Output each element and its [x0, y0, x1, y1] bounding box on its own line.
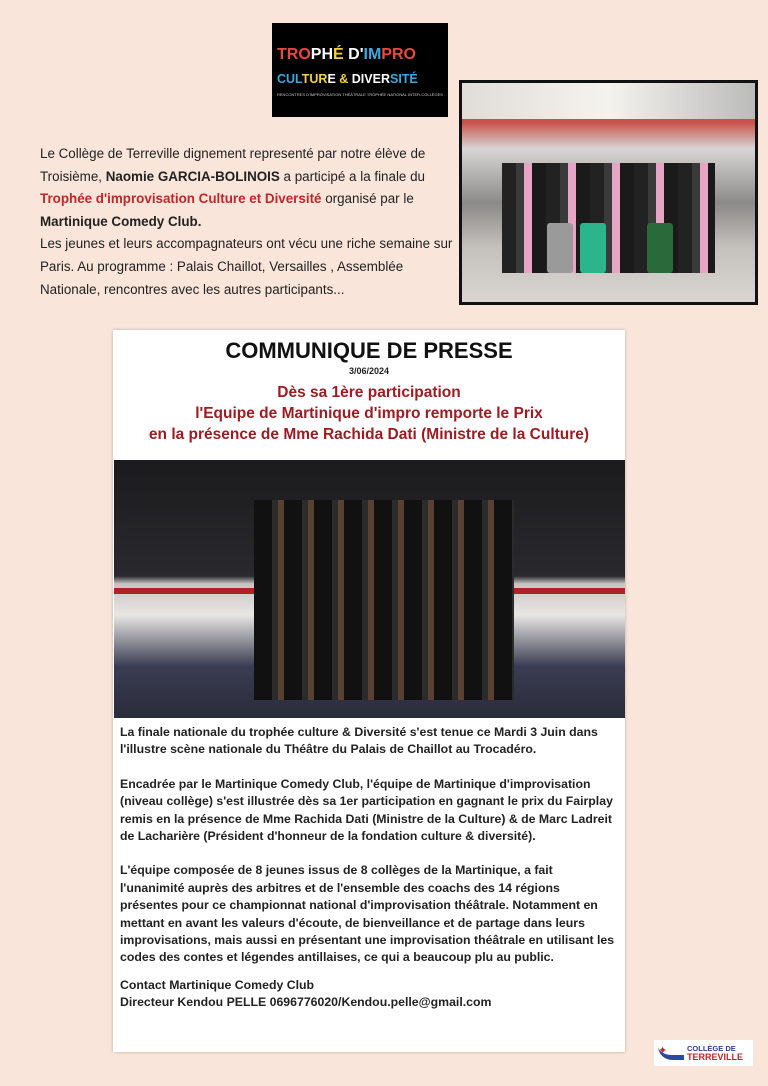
headline-line: en la présence de Mme Rachida Dati (Ministre de la Culture): [148, 426, 590, 443]
logo-line2: CULTURE & DIVERSITÉ: [277, 71, 418, 86]
skater-icon: ✦: [658, 1046, 684, 1060]
logo-subtitle: RENCONTRES D'IMPROVISATION THÉÂTRALE TROPHÉE NATIONAL INTER-COLLÈGES: [277, 91, 443, 97]
press-headline: [113, 382, 625, 445]
intro-text-a: Le Collège de Terreville dignement representé par notre élève de Troisième,: [40, 146, 426, 184]
trophy-logo: [272, 23, 448, 117]
press-paragraph: Encadrée par le Martinique Comedy Club, l'équipe de Martinique d'improvisation (niveau collège) s'est illustrée dès sa 1er participation en gagnant le prix du Fairplay remis en la présence de Mme Rachida Dati (Ministre de la Culture) & de Marc Ladreit de Lacharière (Président d'honneur de la fondation culture & diversité).: [120, 776, 613, 844]
logo-line1: TROPHÉ D'IMPRO: [277, 45, 416, 63]
college-logo-line2: TERREVILLE: [687, 1052, 744, 1062]
student-name: Naomie GARCIA-BOLINOIS: [105, 168, 280, 184]
intro-text: [40, 143, 460, 301]
press-title: COMMUNIQUE DE PRESSE: [225, 338, 513, 363]
contact-details: Directeur Kendou PELLE 0696776020/Kendou.pelle@gmail.com: [120, 995, 492, 1010]
airport-group-photo: [459, 80, 758, 305]
college-terreville-logo: [654, 1040, 753, 1066]
headline-line: Dès sa 1ère participation: [277, 384, 461, 401]
stage-award-photo: [114, 460, 625, 718]
press-date: 3/06/2024: [348, 366, 390, 376]
press-release: [113, 330, 625, 1052]
college-logo-line1: COLLÈGE DE: [687, 1044, 736, 1053]
press-paragraph: L'équipe composée de 8 jeunes issus de 8 collèges de la Martinique, a fait l'unanimité auprès des arbitres et de l'ensemble des coachs des 14 régions présentes pour ce championnat national d'improvisation théâtrale. Notamment en mettant en avant les valeurs d'écoute, de bienveillance et de partage dans leurs improvisations, mais aussi en présentant une improvisation théâtrale en utilisant les codes des contes et légendes antillaises, ce qui a beaucoup plu au public.: [120, 863, 615, 965]
headline-line: l'Equipe de Martinique d'impro remporte le Prix: [195, 405, 543, 422]
intro-paragraph-2: Les jeunes et leurs accompagnateurs ont vécu une riche semaine sur Paris. Au programme : Palais Chaillot, Versailles , Assemblée Nationale, rencontres avec les autres participants...: [40, 236, 453, 297]
club-name: Martinique Comedy Club.: [40, 213, 202, 229]
intro-text-c: organisé par le: [321, 191, 414, 207]
intro-text-b: a participé a la finale du: [279, 168, 425, 184]
contact-line: Contact Martinique Comedy Club: [120, 977, 315, 992]
event-name: Trophée d'improvisation Culture et Diversité: [40, 191, 322, 207]
press-paragraph: La finale nationale du trophée culture & Diversité s'est tenue ce Mardi 3 Juin dans l'illustre scène nationale du Théâtre du Palais de Chaillot au Trocadéro.: [120, 725, 598, 757]
press-body: [120, 724, 620, 1012]
